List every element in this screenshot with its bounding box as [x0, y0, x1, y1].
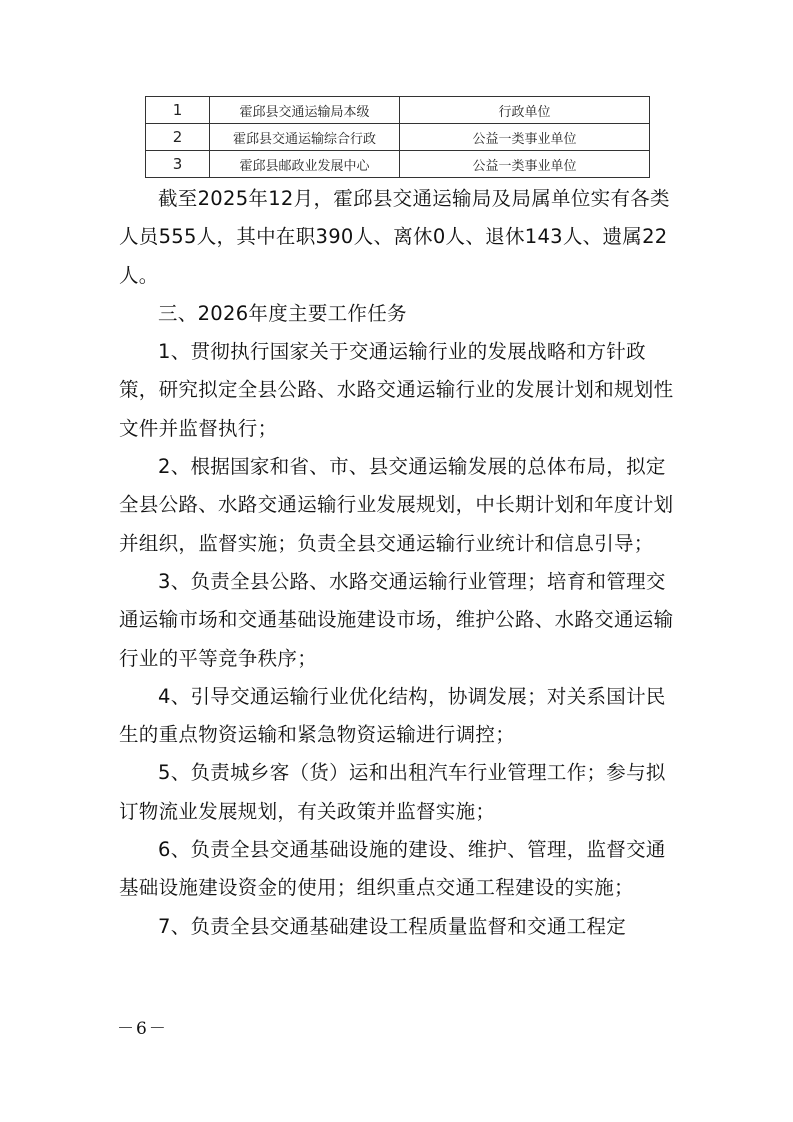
- row-number: 3: [146, 151, 210, 178]
- page-number: －6－: [117, 1019, 168, 1039]
- table-row: [146, 124, 650, 151]
- row-number: 1: [146, 97, 210, 124]
- table-row: [146, 97, 650, 124]
- unit-type: 公益一类事业单位: [400, 151, 650, 178]
- task-item-5: 5、负责城乡客（货）运和出租汽车行业管理工作；参与拟订物流业发展规划，有关政策并监督实施；: [119, 761, 666, 823]
- task-item-2: 2、根据国家和省、市、县交通运输发展的总体布局，拟定全县公路、水路交通运输行业发展规划，中长期计划和年度计划并组织，监督实施；负责全县交通运输行业统计和信息引导；: [119, 455, 674, 555]
- task-item-1: 1、贯彻执行国家关于交通运输行业的发展战略和方针政策，研究拟定全县公路、水路交通运输行业的发展计划和规划性文件并监督执行；: [119, 340, 674, 440]
- table-row: [146, 151, 650, 178]
- task-item-4: 4、引导交通运输行业优化结构，协调发展；对关系国计民生的重点物资运输和紧急物资运输进行调控；: [119, 684, 666, 747]
- staff-paragraph: 截至2025年12月，霍邱县交通运输局及局属单位实有各类人员555人，其中在职390人、离休0人、退休143人、遗属22人。: [119, 187, 670, 287]
- units-table: [145, 96, 650, 178]
- unit-name: 霍邱县邮政业发展中心: [210, 151, 400, 178]
- unit-type: 公益一类事业单位: [400, 124, 650, 151]
- row-number: 2: [146, 124, 210, 151]
- task-item-6: 6、负责全县交通基础设施的建设、维护、管理，监督交通基础设施建设资金的使用；组织重点交通工程建设的实施；: [119, 838, 666, 900]
- unit-name: 霍邱县交通运输综合行政: [210, 124, 400, 151]
- task-item-7: 7、负责全县交通基础建设工程质量监督和交通工程定: [158, 914, 627, 938]
- task-item-3: 3、负责全县公路、水路交通运输行业管理；培育和管理交通运输市场和交通基础设施建设市场，维护公路、水路交通运输行业的平等竞争秩序；: [119, 569, 674, 670]
- unit-type: 行政单位: [400, 97, 650, 124]
- unit-name: 霍邱县交通运输局本级: [210, 97, 400, 124]
- section-heading: 三、2026年度主要工作任务: [158, 301, 407, 325]
- body-text: [119, 180, 677, 946]
